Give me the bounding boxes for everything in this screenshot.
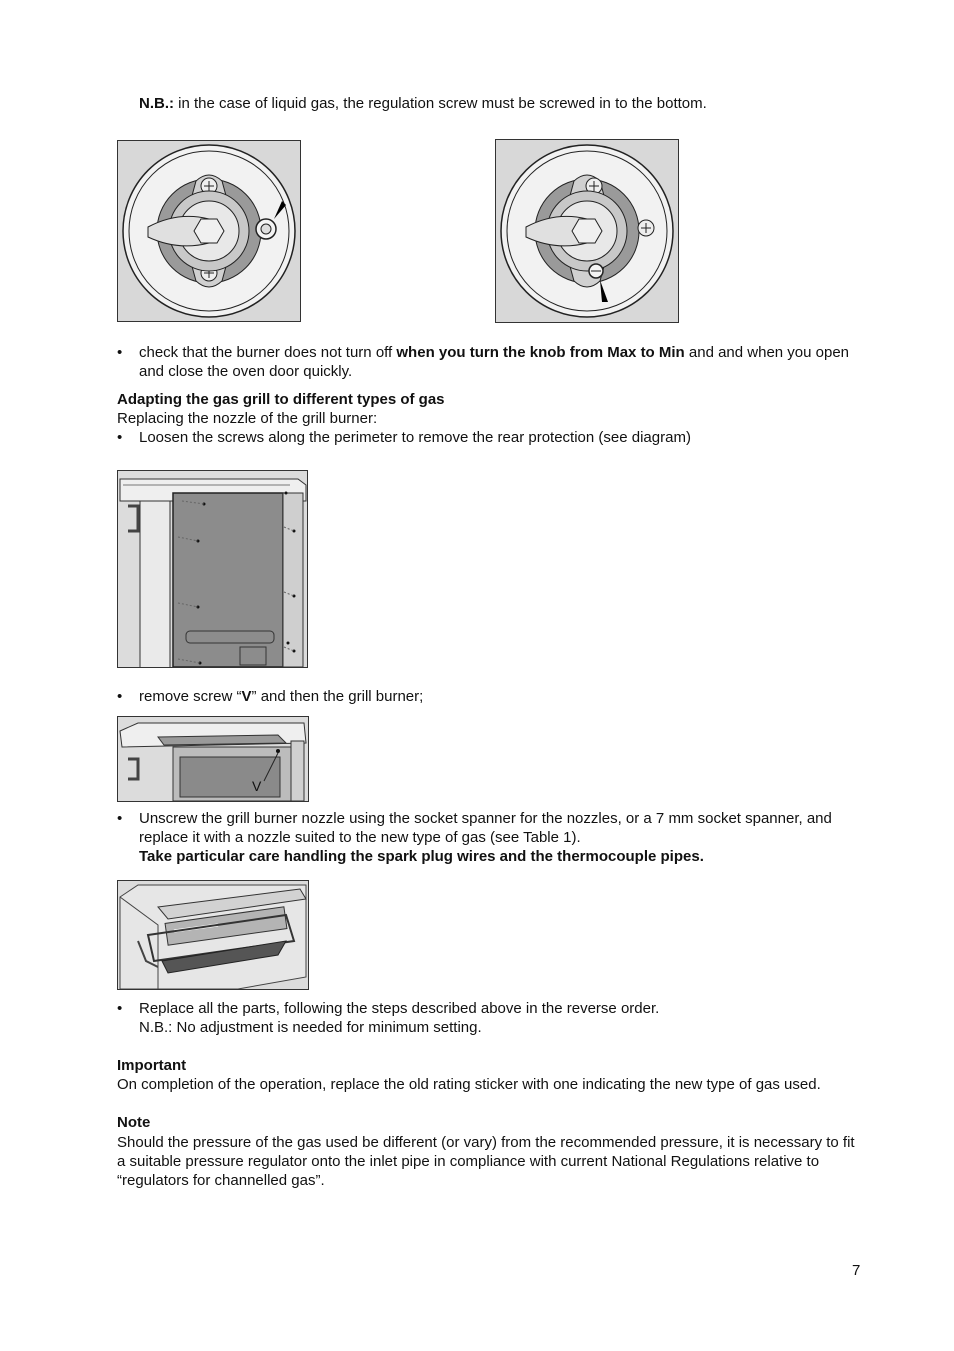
replace-parts-note: N.B.: No adjustment is needed for minimum setting. bbox=[139, 1019, 482, 1036]
remove-screw-bold: V bbox=[241, 688, 252, 705]
knob-diagram-side-screw bbox=[117, 140, 301, 322]
bullet-loosen-screws bbox=[117, 428, 862, 447]
knob-diagram-bottom-screw bbox=[495, 139, 679, 323]
bullet-remove-screw bbox=[117, 687, 862, 706]
page-number: 7 bbox=[852, 1262, 861, 1279]
grill-burner-screw-diagram bbox=[117, 716, 309, 802]
burner-check-bold: when you turn the knob from Max to Min bbox=[396, 344, 685, 361]
important-text: On completion of the operation, replace the old rating sticker with one indicating the new type of gas used. bbox=[117, 1076, 821, 1093]
nozzle-diagram bbox=[117, 880, 309, 990]
burner-check-pre: check that the burner does not turn off bbox=[139, 344, 397, 361]
nb-text: in the case of liquid gas, the regulation screw must be screwed in to the bottom. bbox=[174, 95, 707, 112]
note-text: Should the pressure of the gas used be different (or vary) from the recommended pressure, it is necessary to fit a suitable pressure regulator onto the inlet pipe in compliance with current National Regulations relative to “regulators for channelled gas”. bbox=[117, 1134, 855, 1189]
bullet-dot: • bbox=[117, 810, 123, 827]
care-warning: Take particular care handling the spark plug wires and the thermocouple pipes. bbox=[139, 848, 704, 865]
remove-screw-pre: remove screw “ bbox=[139, 688, 242, 705]
screw-v-label: V bbox=[252, 778, 262, 794]
bullet-unscrew-nozzle bbox=[117, 809, 862, 866]
unscrew-nozzle-text: Unscrew the grill burner nozzle using the socket spanner for the nozzles, or a 7 mm socket spanner, and replace it with a nozzle suited to the new type of gas (see Table 1). bbox=[139, 810, 832, 846]
bullet-dot: • bbox=[117, 344, 123, 361]
bullet-dot: • bbox=[117, 1000, 123, 1017]
bullet-dot: • bbox=[117, 688, 123, 705]
replace-parts-text: Replace all the parts, following the steps described above in the reverse order. bbox=[139, 1000, 660, 1017]
important-heading: Important bbox=[117, 1057, 187, 1074]
grill-section-intro: Replacing the nozzle of the grill burner: bbox=[117, 410, 378, 427]
nb-note bbox=[139, 94, 859, 113]
loosen-screws-text: Loosen the screws along the perimeter to remove the rear protection (see diagram) bbox=[139, 429, 691, 446]
nb-label: N.B.: bbox=[139, 95, 174, 112]
bullet-burner-check bbox=[117, 343, 862, 381]
bullet-dot: • bbox=[117, 429, 123, 446]
remove-screw-post: ” and then the grill burner; bbox=[251, 688, 424, 705]
rear-protection-diagram bbox=[117, 470, 308, 668]
grill-section-heading: Adapting the gas grill to different types of gas bbox=[117, 391, 445, 408]
burner-check-post: and and when you open and close the oven door quickly. bbox=[139, 344, 850, 380]
bullet-replace-parts bbox=[117, 999, 862, 1037]
note-heading: Note bbox=[117, 1114, 151, 1131]
